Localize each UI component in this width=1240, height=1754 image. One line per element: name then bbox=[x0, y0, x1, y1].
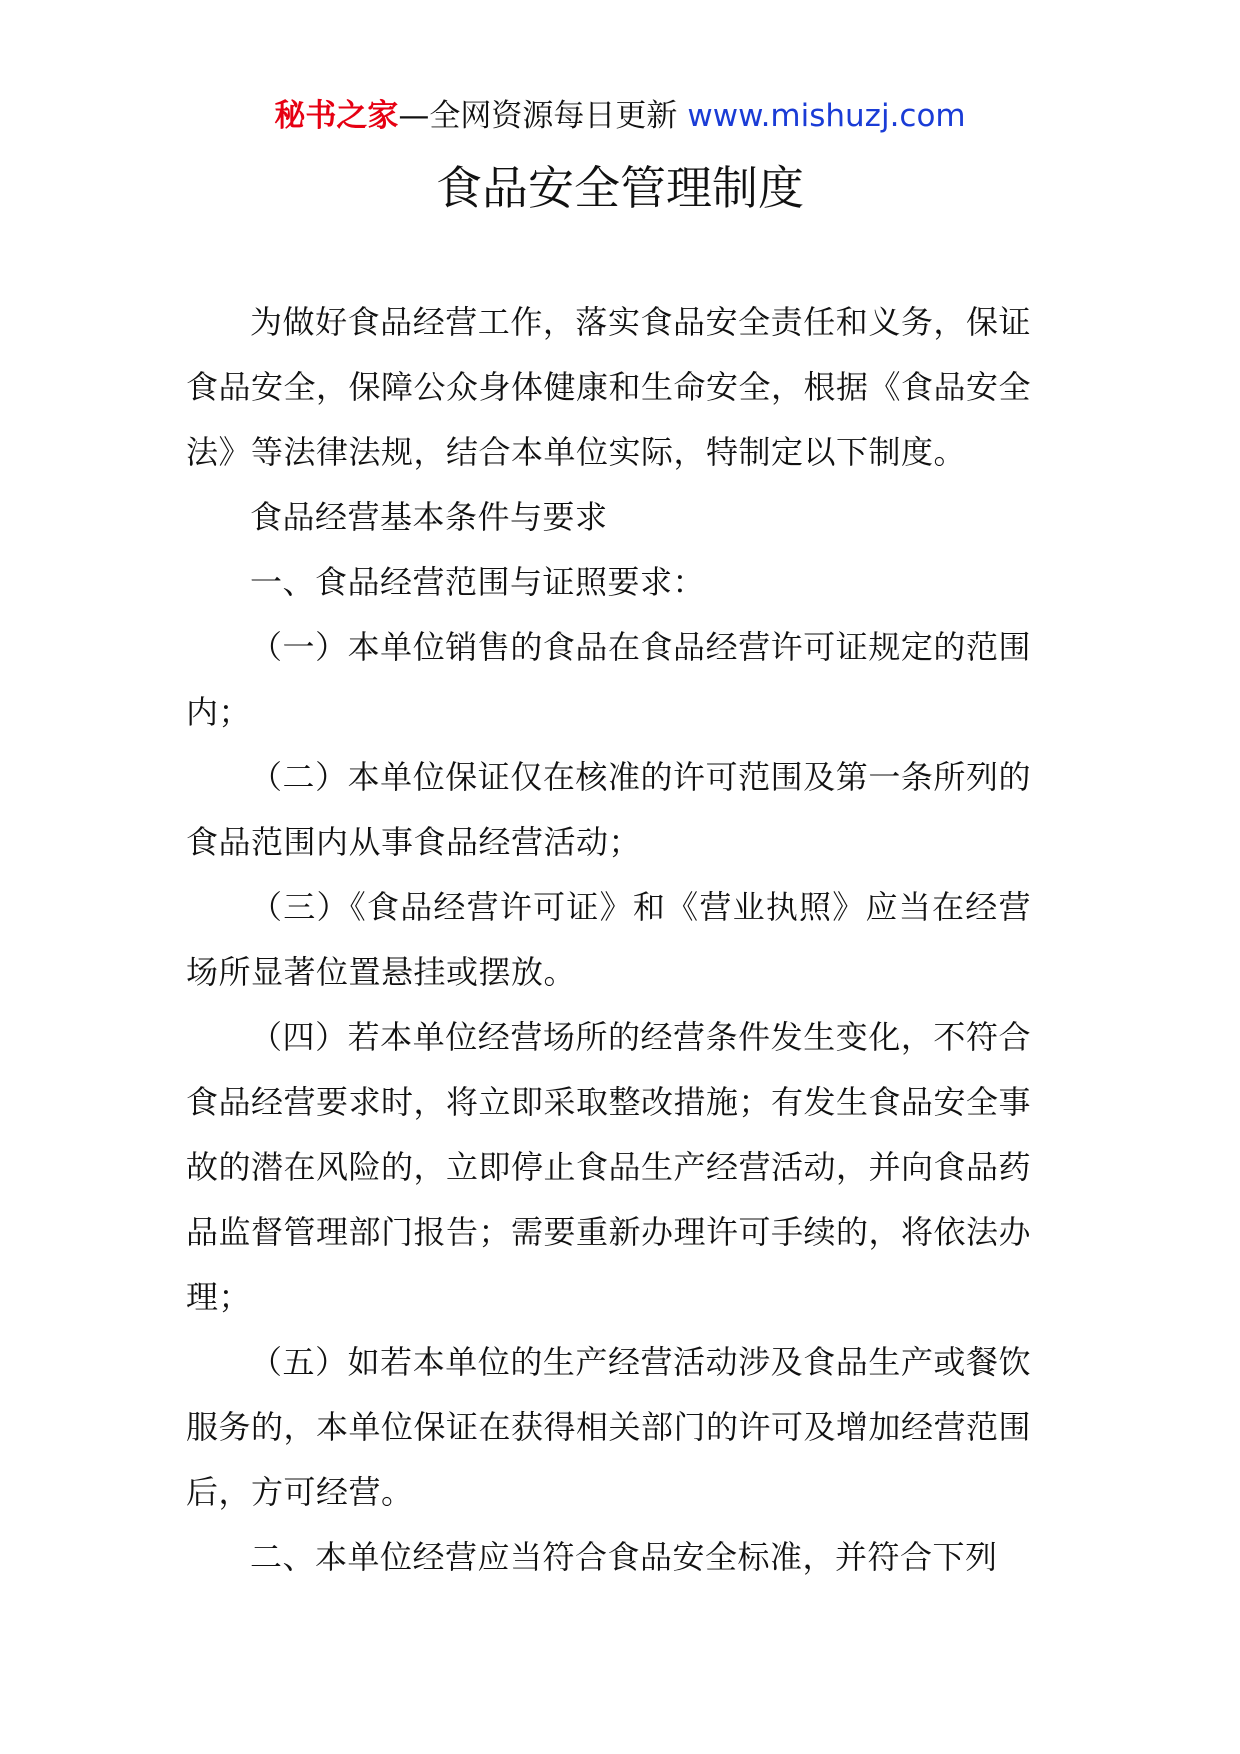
document-title: 食品安全管理制度 bbox=[436, 161, 804, 215]
paragraph-item-5: （五）如若本单位的生产经营活动涉及食品生产或餐饮服务的，本单位保证在获得相关部门的许可及增加经营范围后，方可经营。 bbox=[186, 1343, 1032, 1511]
site-slogan: —全网资源每日更新 bbox=[398, 98, 678, 134]
paragraph-item-2: （二）本单位保证仅在核准的许可范围及第一条所列的食品范围内从事食品经营活动； bbox=[186, 758, 1031, 861]
paragraph-item-1: （一）本单位销售的食品在食品经营许可证规定的范围内； bbox=[186, 628, 1031, 731]
paragraph-item-4: （四）若本单位经营场所的经营条件发生变化，不符合食品经营要求时，将立即采取整改措施；有发生食品安全事故的潜在风险的，立即停止食品生产经营活动，并向食品药品监督管理部门报告；需要重新办理许可手续的，将依法办理； bbox=[186, 1018, 1032, 1316]
paragraph-clause-2: 二、本单位经营应当符合食品安全标准，并符合下列 bbox=[250, 1538, 998, 1576]
brand-name: 秘书之家 bbox=[274, 98, 399, 134]
document-body bbox=[186, 290, 1031, 1590]
paragraph-item-3: （三）《食品经营许可证》和《营业执照》应当在经营场所显著位置悬挂或摆放。 bbox=[186, 888, 1031, 991]
site-header bbox=[0, 96, 1240, 136]
site-url-link[interactable]: www.mishuzj.com bbox=[687, 98, 966, 134]
paragraph-section-heading: 食品经营基本条件与要求 bbox=[250, 498, 608, 536]
paragraph-intro: 为做好食品经营工作，落实食品安全责任和义务，保证食品安全，保障公众身体健康和生命安全，根据《食品安全法》等法律法规，结合本单位实际，特制定以下制度。 bbox=[186, 303, 1032, 471]
paragraph-clause-1: 一、食品经营范围与证照要求： bbox=[250, 563, 706, 601]
